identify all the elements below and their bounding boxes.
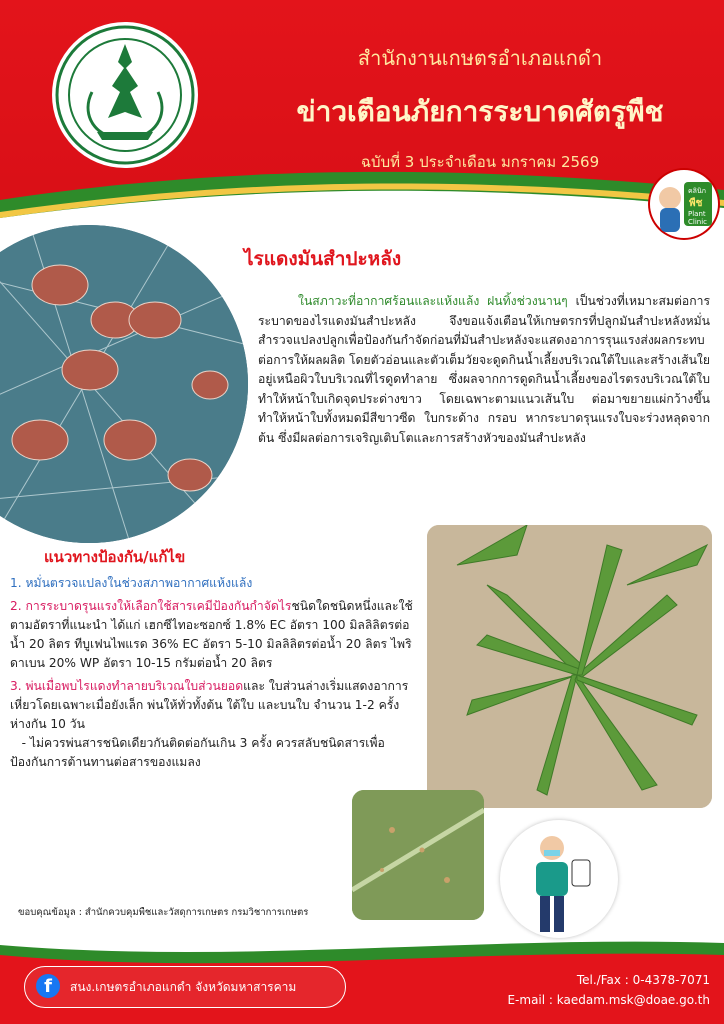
pest-title: ไรแดงมันสำปะหลัง	[244, 248, 402, 270]
issue-line: ฉบับที่ 3 ประจำเดือน มกราคม 2569	[360, 153, 600, 171]
guide-item-3-head: 3. พ่นเมื่อพบไรแดงทำลายบริเวณใบส่วนยอด	[10, 679, 244, 693]
email[interactable]: E-mail : kaedam.msk@doae.go.th	[507, 993, 710, 1007]
description-body: เป็นช่วงที่เหมาะสมต่อการระบาดของไรแดงมันสำปะหลัง จึงขอแจ้งเตือนให้เกษตรกรที่ปลูกมันสำปะหลังหมั่นสำรวจแปลงปลูกเพื่อป้องกันกำจัดก่อนที่มันสำปะหลังจะแสดงอาการรุนแรงส่งผลกระทบต่อการให้ผลผลิต โดยตัวอ่อนและตัวเต็มวัยจะดูดกินน้ำเลี้ยงบริเวณใต้ใบและสร้างเส้นใยอยู่เหนือผิวใบบริเวณที่ไรดูดทำลาย ซึ่งผลจากการดูดกินน้ำเลี้ยงของไรตรงบริเวณใต้ใบทำให้หน้าใบเกิดจุดประด่างขาว โดยเฉพาะตามแนวเส้นใบ ต่อมาขยายแผ่กว้างขึ้น ทำให้หน้าใบทั้งหมดมีสีขาวซีด ใบกระด้าง กรอบ หากระบาดรุนแรงใบจะร่วงหลุดจากต้น ซึ่งมีผลต่อการเจริญเติบโตและการสร้างหัวของมันสำปะหลัง	[258, 294, 711, 445]
description-lead: ในสภาวะที่อากาศร้อนและแห้งแล้ง ฝนทิ้งช่วงนานๆ	[298, 294, 568, 308]
guide-item-4: - ไม่ควรพ่นสารชนิดเดียวกันติดต่อกันเกิน 3 ครั้ง ควรสลับชนิดสารเพื่อป้องกันการต้านทานต่อสารของแมลง	[10, 736, 385, 769]
department-logo	[52, 22, 198, 168]
cassava-plant-photo	[427, 525, 712, 808]
facebook-icon: f	[36, 974, 60, 998]
leaf-closeup-photo	[352, 790, 484, 920]
guide-list	[10, 574, 420, 772]
clinic-label-4: Clinic	[688, 218, 708, 226]
org-name: สำนักงานเกษตรอำเภอแกดำ	[357, 46, 603, 70]
plant-clinic-badge	[650, 170, 718, 238]
clinic-label-3: Plant	[688, 210, 706, 218]
clinic-label-1: คลินิก	[688, 187, 706, 195]
contact-info	[460, 970, 710, 1010]
guide-item-3	[10, 677, 420, 734]
guide-item-1: 1. หมั่นตรวจแปลงในช่วงสภาพอากาศแห้งแล้ง	[10, 576, 253, 590]
data-credit: ขอบคุณข้อมูล : สำนักควบคุมพืชและวัสดุการเกษตร กรมวิชาการเกษตร	[18, 907, 309, 918]
guide-item-2-body: ชนิดใดชนิดหนึ่งและใช้ตามอัตราที่แนะนำ ได้แก่ เฮกซีไทอะซอกซ์ 1.8% EC อัตรา 100 มิลลิลิตรต่อน้ำ 20 ลิตร ทีบูเฟนไพแรด 36% EC อัตรา 5-10 มิลลิลิตรต่อน้ำ 20 ลิตร ไพริดาเบน 20% WP อัตรา 10-15 กรัมต่อน้ำ 20 ลิตร	[10, 599, 413, 670]
guide-item-2-head: 2. การระบาดรุนแรงให้เลือกใช้สารเคมีป้องกันกำจัดไร	[10, 599, 292, 613]
clinic-label-2: พืช	[689, 198, 703, 209]
facebook-label[interactable]: สนง.เกษตรอำเภอแกดำ จังหวัดมหาสารคาม	[70, 980, 297, 994]
guide-item-3-body: และ ใบส่วนล่างเริ่มแสดงอาการเหี่ยวโดยเฉพาะเมื่อยังเล็ก พ่นให้ทั่วทั้งต้น ใต้ใบ และบนใบ จำนวน 1-2 ครั้ง ห่างกัน 10 วัน	[10, 679, 409, 731]
guide-item-2	[10, 597, 420, 673]
pest-description	[258, 292, 710, 448]
main-title: ข่าวเตือนภัยการระบาดศัตรูพืช	[296, 95, 664, 128]
officer-illustration	[500, 820, 618, 938]
guide-title: แนวทางป้องกัน/แก้ไข	[44, 548, 186, 566]
red-mite-photo	[0, 225, 248, 543]
tel-fax: Tel./Fax : 0-4378-7071	[576, 973, 710, 987]
